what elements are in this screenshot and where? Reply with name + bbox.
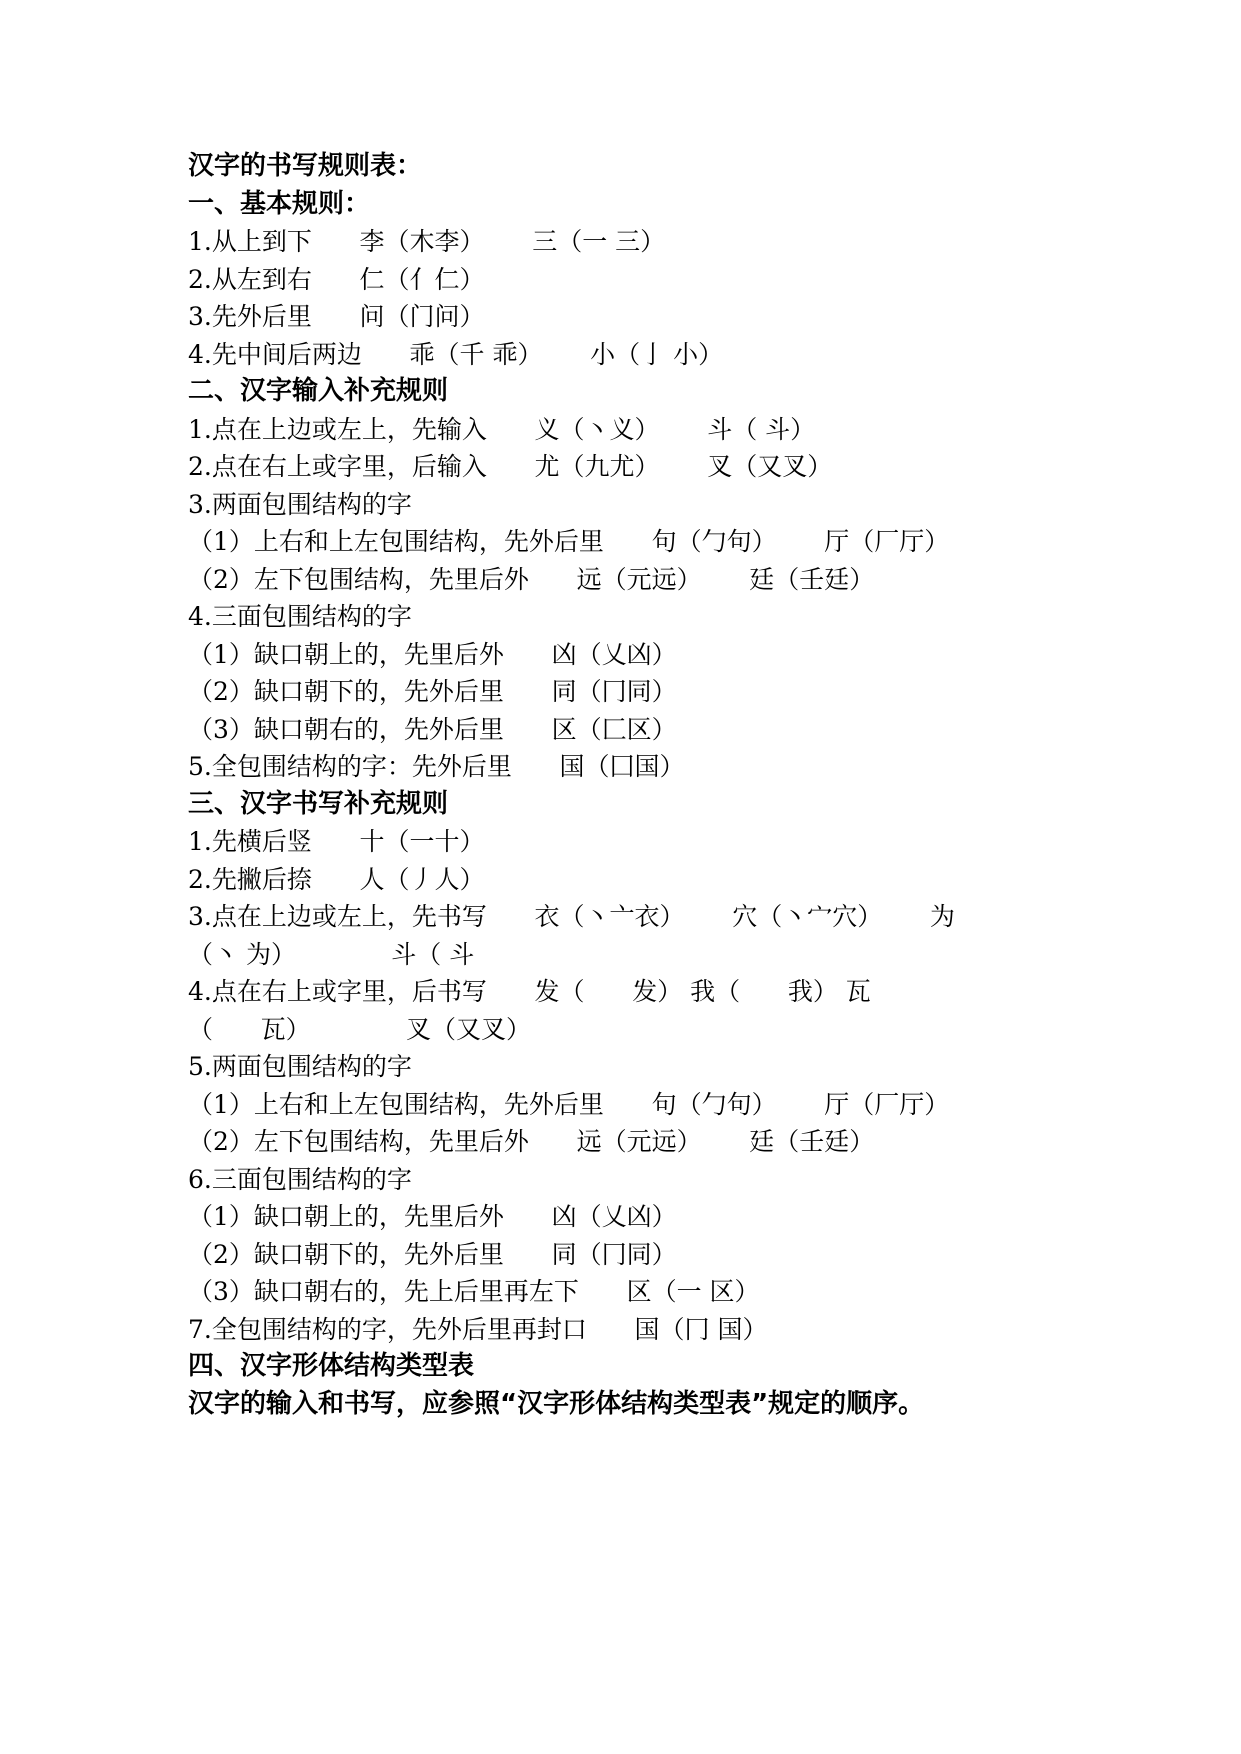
rule-line: 1.点在上边或左上，先输入 义（丶义） 斗（ 斗） xyxy=(188,414,816,444)
rule-line: （1）上右和上左包围结构，先外后里 句（勹句） 厅（厂厅） xyxy=(188,527,950,556)
rule-line: （2）左下包围结构，先里后外 远（元远） 廷（壬廷） xyxy=(188,1127,875,1156)
rule-line: 2.从左到右 仁（亻仁） xyxy=(188,264,485,294)
rule-line: 4.三面包围结构的字 xyxy=(188,602,412,631)
rule-line: 7.全包围结构的字，先外后里再封口 国（冂 国） xyxy=(188,1314,768,1344)
rule-line: （ 瓦） 叉（又叉） xyxy=(188,1014,532,1044)
closing-note: 汉字的输入和书写，应参照“汉字形体结构类型表”规定的顺序。 xyxy=(188,1388,925,1419)
rule-line: 6.三面包围结构的字 xyxy=(188,1164,412,1194)
rule-line: 1.先横后竖 十（一十） xyxy=(188,827,485,856)
rule-line: 4.点在右上或字里，后书写 发（ 发） 我（ 我） 瓦 xyxy=(188,977,871,1006)
rule-line: （1）上右和上左包围结构，先外后里 句（勹句） 厅（厂厅） xyxy=(188,1089,950,1119)
rule-line: 2.点在右上或字里，后输入 尤（九尤） 叉（又叉） xyxy=(188,452,833,481)
section-heading-basic-rules: 一、基本规则： xyxy=(188,188,371,219)
document-page xyxy=(188,148,1068,1423)
rule-line: （丶 为） 斗（ 斗 xyxy=(188,939,475,969)
rule-line: （2）缺口朝下的，先外后里 同（冂同） xyxy=(188,1239,677,1269)
rule-line: 3.点在上边或左上，先书写 衣（丶亠衣） 穴（丶宀穴） 为 xyxy=(188,902,955,931)
rule-line: （1）缺口朝上的，先里后外 凶（乂凶） xyxy=(188,639,677,669)
rule-line: 5.全包围结构的字：先外后里 国（囗国） xyxy=(188,752,685,781)
rule-line: 5.两面包围结构的字 xyxy=(188,1052,412,1081)
rule-line: （1）缺口朝上的，先里后外 凶（乂凶） xyxy=(188,1202,677,1231)
rule-line: （2）左下包围结构，先里后外 远（元远） 廷（壬廷） xyxy=(188,564,875,594)
rule-line: 3.两面包围结构的字 xyxy=(188,489,412,519)
rule-line: （3）缺口朝右的，先外后里 区（匚区） xyxy=(188,714,677,744)
rule-line: （3）缺口朝右的，先上后里再左下 区（一 区） xyxy=(188,1277,760,1306)
rule-line: 3.先外后里 问（门问） xyxy=(188,302,485,331)
rule-line: 1.从上到下 李（木李） 三（一 三） xyxy=(188,227,666,256)
rule-line: 2.先撇后捺 人（丿人） xyxy=(188,864,485,894)
rule-line: （2）缺口朝下的，先外后里 同（冂同） xyxy=(188,677,677,706)
section-heading-input-rules: 二、汉字输入补充规则 xyxy=(188,376,449,406)
section-heading-writing-rules: 三、汉字书写补充规则 xyxy=(188,788,449,819)
document-title: 汉字的书写规则表： xyxy=(188,151,423,181)
rule-line: 4.先中间后两边 乖（千 乖） 小（亅 小） xyxy=(188,339,724,369)
section-heading-structure-table: 四、汉字形体结构类型表 xyxy=(188,1351,475,1381)
